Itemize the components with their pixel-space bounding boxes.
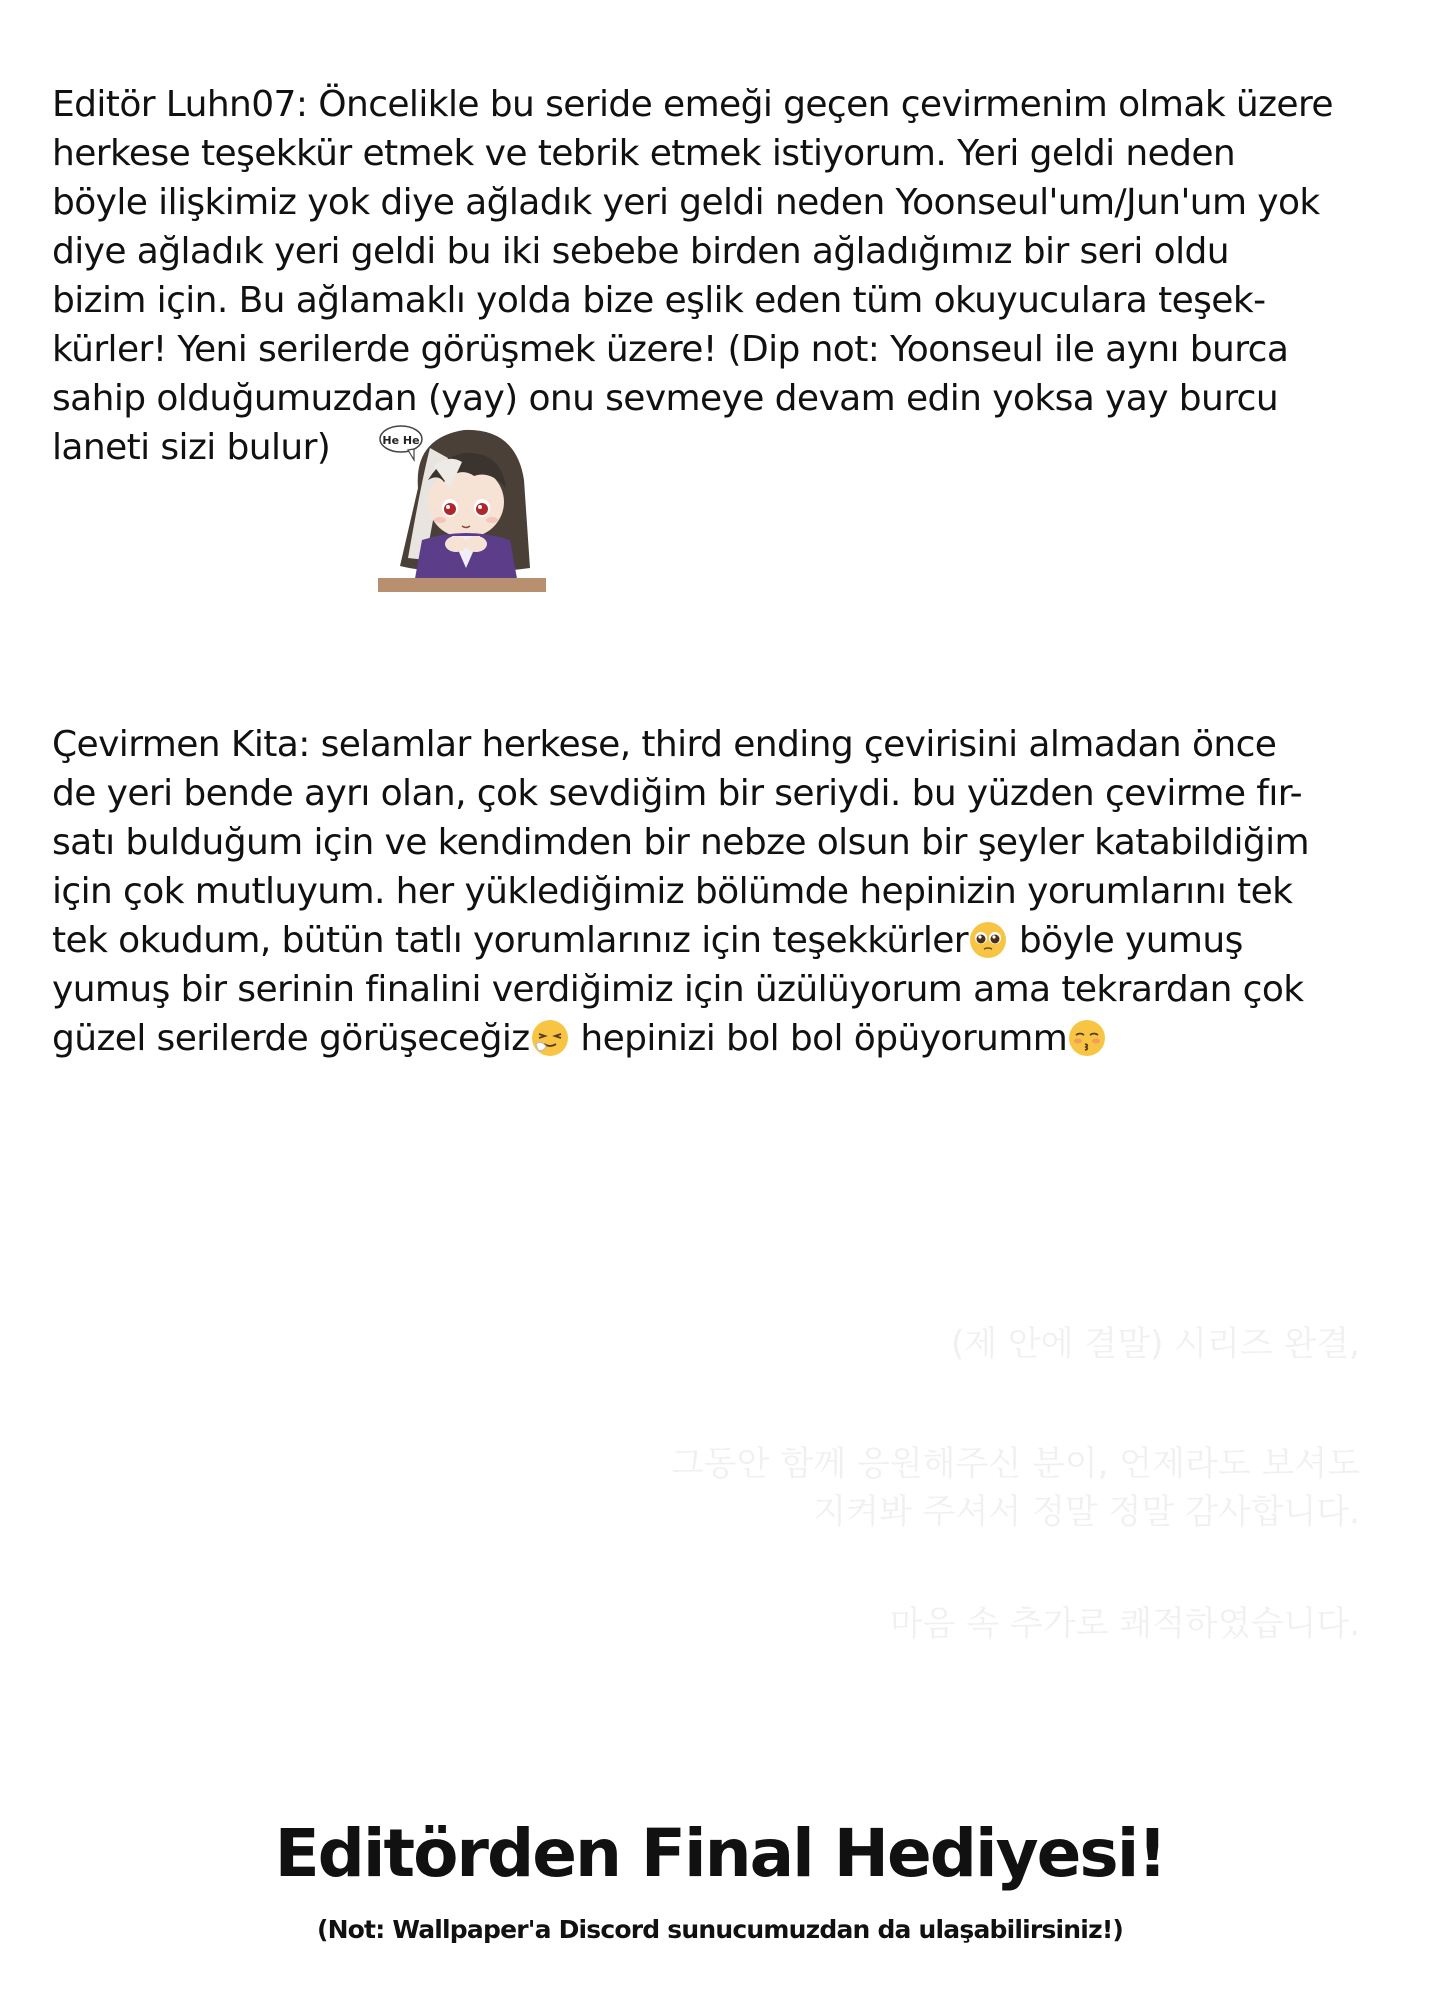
editor-note-line: kürler! Yeni serilerde görüşmek üzere! (Dip not: Yoonseul ile aynı burca: [52, 329, 1289, 370]
faint-background-line: 그동안 함께 응원해주신 분이, 언제라도 보셔도: [671, 1444, 1360, 1484]
final-gift-title: Editörden Final Hediyesi!: [274, 1815, 1166, 1892]
editor-note-line: diye ağladık yeri geldi bu iki sebebe birden ağladığımız bir seri oldu: [52, 231, 1229, 272]
editor-note-line: Editör Luhn07: Öncelikle bu seride emeği geçen çevirmenim olmak üzere: [52, 84, 1333, 125]
editor-note-line: laneti sizi bulur): [52, 427, 331, 468]
chibi-character-sticker: [378, 418, 546, 592]
translator-note-line: de yeri bende ayrı olan, çok sevdiğim bir seriydi. bu yüzden çevirme fır-: [52, 773, 1303, 814]
translator-note-line: yumuş bir serinin finalini verdiğimiz için üzülüyorum ama tekrardan çok: [52, 969, 1304, 1010]
faint-background-text: (제 안에 결말) 시리즈 완결,: [950, 1324, 1360, 1364]
editor-note-line: herkese teşekkür etmek ve tebrik etmek istiyorum. Yeri geldi neden: [52, 133, 1236, 174]
discord-note: (Not: Wallpaper'a Discord sunucumuzdan da ulaşabilirsiniz!): [316, 1915, 1124, 1944]
translator-note-line: Çevirmen Kita: selamlar herkese, third ending çevirisini almadan önce: [52, 724, 1277, 765]
translator-note-text: hepinizi bol bol öpüyorumm: [569, 1018, 1068, 1059]
editor-note: [52, 80, 1397, 472]
editor-note-line: sahip olduğumuzdan (yay) onu sevmeye devam edin yoksa yay burcu: [52, 378, 1279, 419]
translator-note-line: [52, 916, 1397, 965]
translator-note-line: satı bulduğum için ve kendimden bir nebze olsun bir şeyler katabildiğim: [52, 822, 1310, 863]
sticker-bubble-text: He He: [382, 434, 420, 447]
faint-background-text: [671, 1440, 1360, 1536]
pleading-face-icon: [968, 920, 1008, 960]
translator-note-text: tek okudum, bütün tatlı yorumlarınız için teşekkürler: [52, 920, 968, 961]
sneezing-face-icon: [530, 1018, 570, 1058]
kissing-face-icon: [1067, 1018, 1107, 1058]
editor-note-line: böyle ilişkimiz yok diye ağladık yeri geldi neden Yoonseul'um/Jun'um yok: [52, 182, 1320, 223]
translator-note-text: böyle yumuş: [1007, 920, 1243, 961]
editor-note-line: bizim için. Bu ağlamaklı yolda bize eşlik eden tüm okuyuculara teşek-: [52, 280, 1266, 321]
translator-note-line: için çok mutluyum. her yüklediğimiz bölümde hepinizin yorumlarını tek: [52, 871, 1293, 912]
translator-note: [52, 720, 1397, 1063]
translator-note-text: güzel serilerde görüşeceğiz: [52, 1018, 530, 1059]
faint-background-text: 마음 속 추가로 쾌적하였습니다.: [889, 1604, 1360, 1644]
faint-background-line: 지켜봐 주셔서 정말 정말 감사합니다.: [813, 1492, 1360, 1532]
translator-note-line: [52, 1014, 1397, 1063]
